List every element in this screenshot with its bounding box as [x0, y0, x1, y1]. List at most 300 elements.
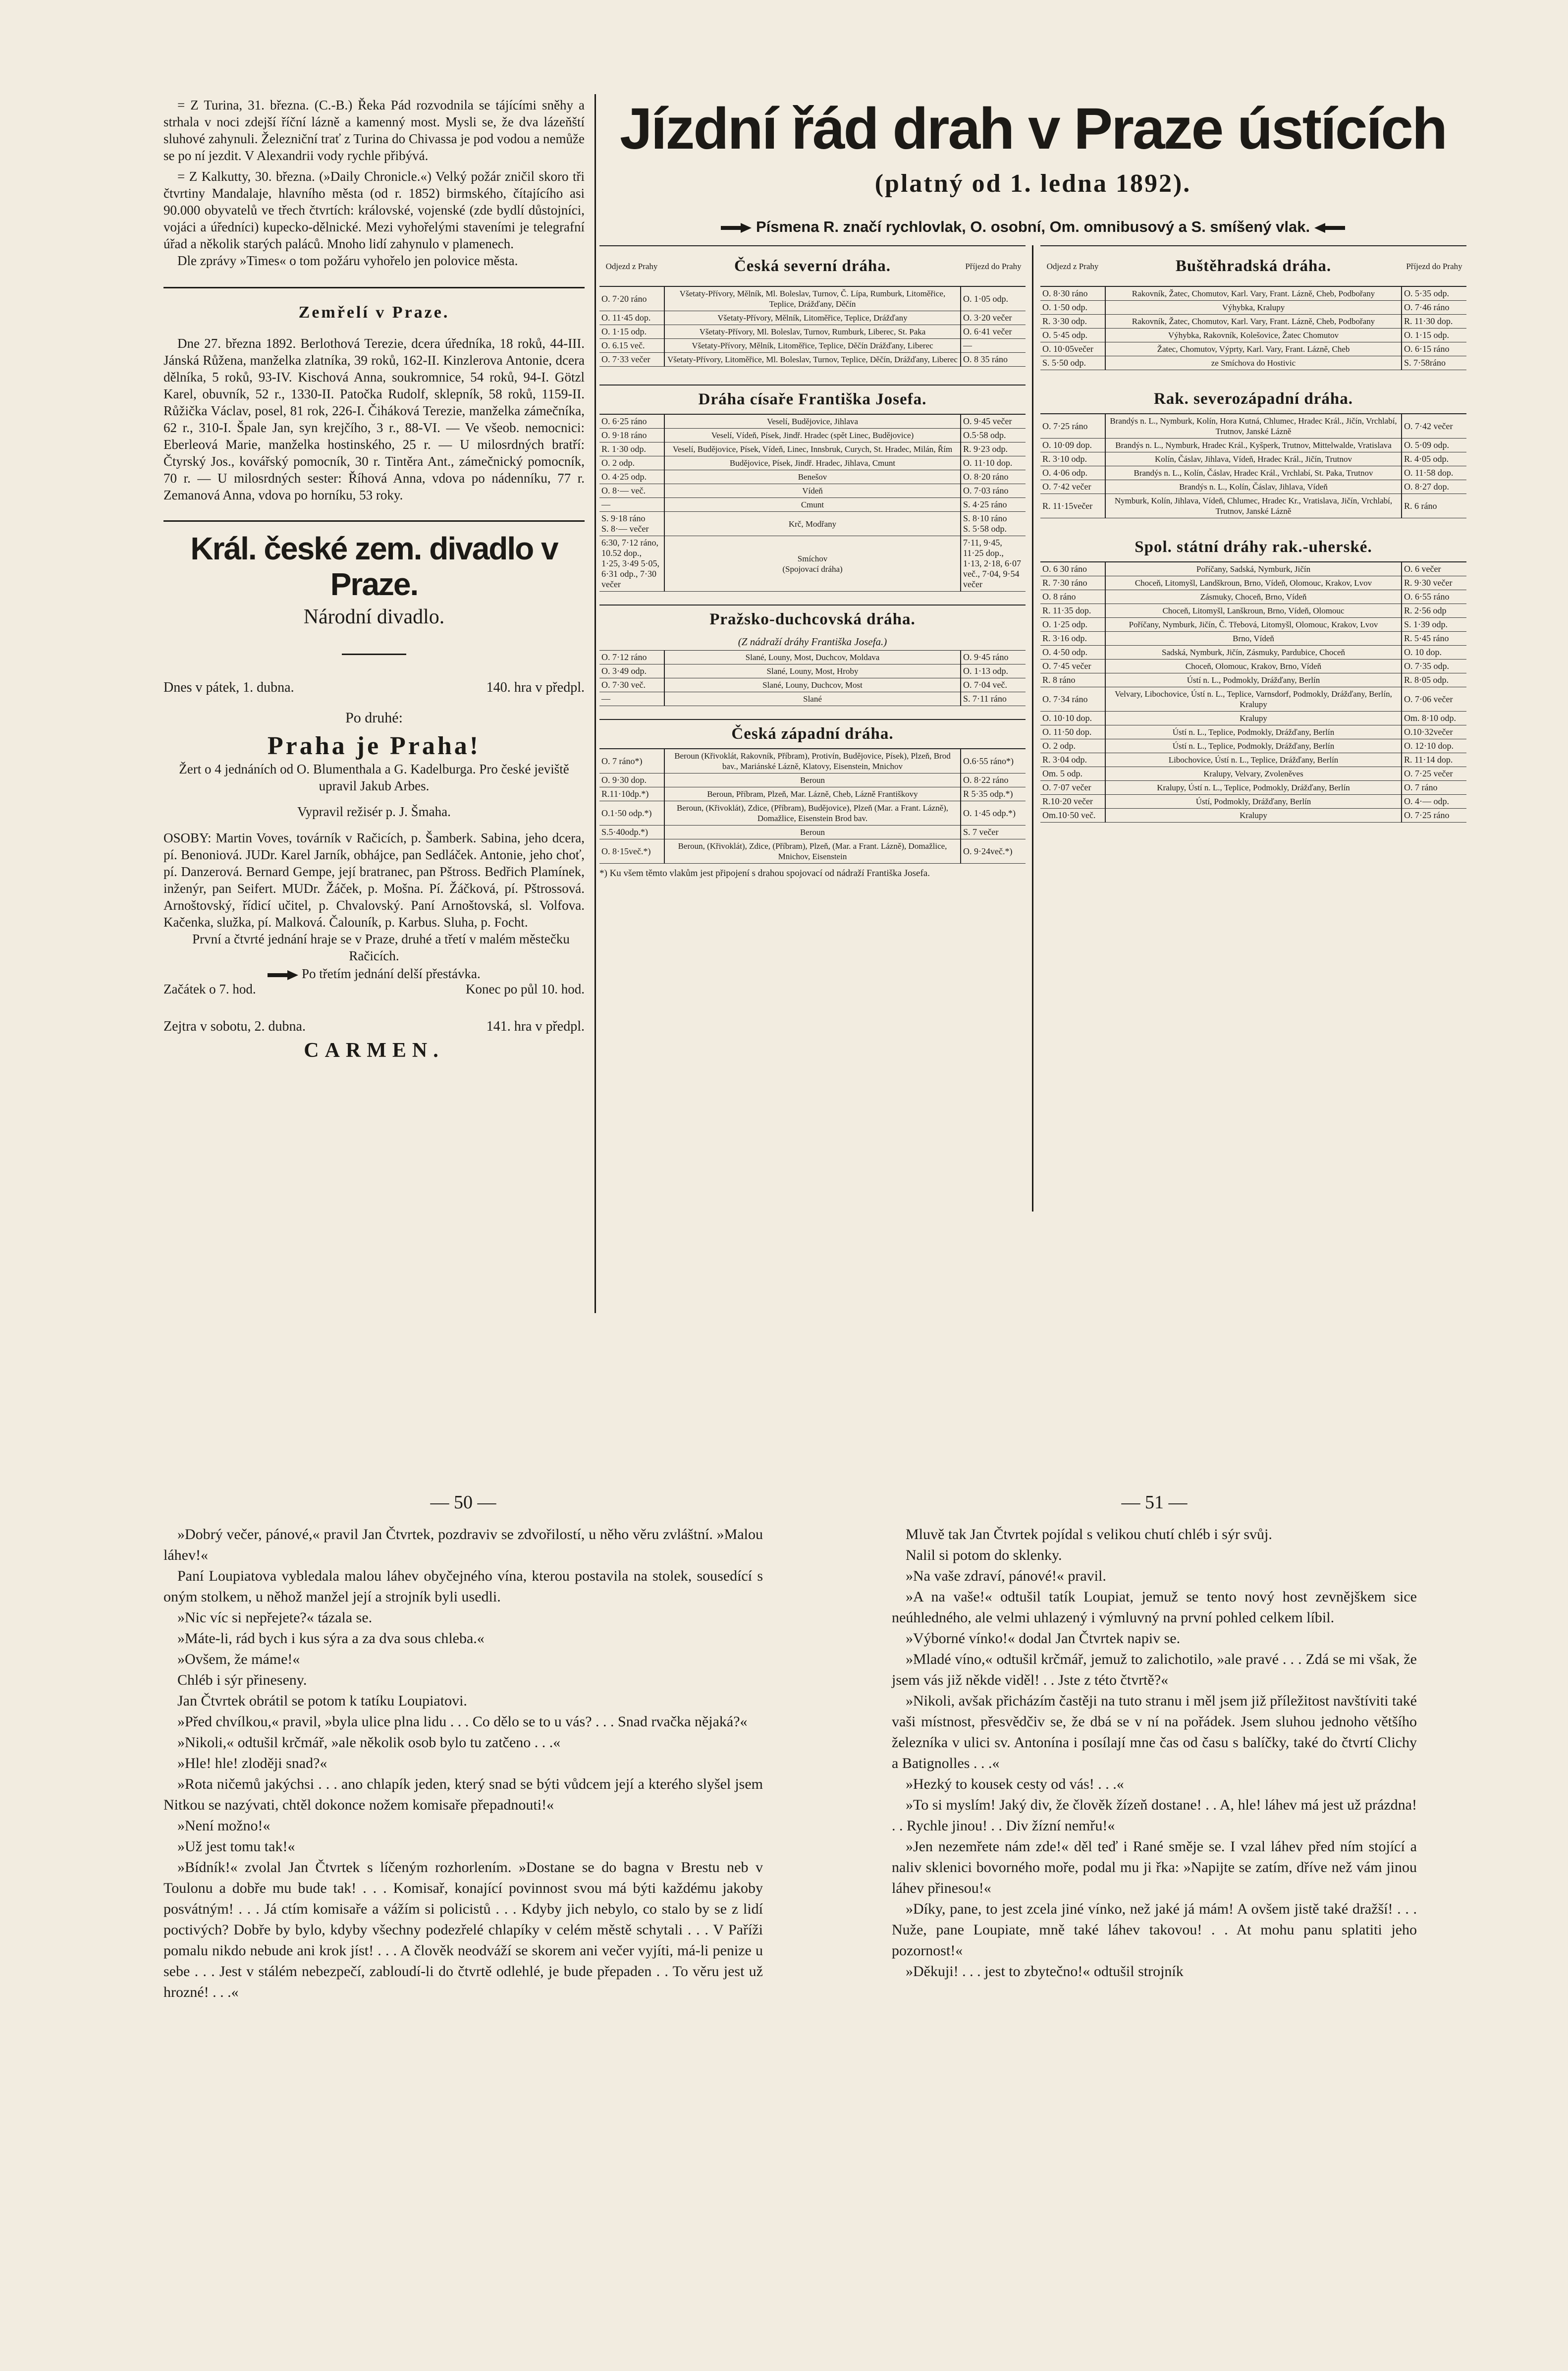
route: Velvary, Libochovice, Ústí n. L., Teplice, Varnsdorf, Podmokly, Drážďany, Berlín, Kralupy	[1105, 687, 1402, 712]
departure-time: Om. 5 odp.	[1040, 767, 1105, 781]
timetable-row	[599, 429, 1026, 442]
departure-time: Om.10·50 več.	[1040, 809, 1105, 823]
table-rsz	[1040, 414, 1466, 518]
timetable-row	[1040, 660, 1466, 673]
route: Ústí n. L., Teplice, Podmokly, Drážďany, Berlín	[1105, 725, 1402, 739]
arrival-time: R. 11·30 dop.	[1402, 315, 1466, 329]
route: Smíchov (Spojovací dráha)	[664, 536, 961, 592]
timetable-row	[599, 456, 1026, 470]
timetable-row	[1040, 795, 1466, 809]
route: Benešov	[664, 470, 961, 484]
story-text	[892, 1524, 1417, 1982]
timetable-subtitle: (platný od 1. ledna 1892).	[874, 169, 1191, 198]
theatre-subtitle: Národní divadlo.	[303, 606, 445, 628]
route: Slané	[664, 692, 961, 706]
departure-time: O. 8·15več.*)	[599, 839, 664, 864]
arrival-time: O. 1·13 odp.	[961, 664, 1026, 678]
story-paragraph: »Hle! hle! zloději snad?«	[177, 1755, 327, 1771]
table-fj	[599, 415, 1026, 592]
timetable-row	[599, 512, 1026, 536]
departure-time: O.1·50 odp.*)	[599, 801, 664, 826]
carmen-title: CARMEN.	[304, 1039, 444, 1062]
route: Výhybka, Rakovník, Kolešovice, Žatec Chomutov	[1105, 329, 1402, 342]
timetable-row	[1040, 329, 1466, 342]
route: Beroun (Křivoklát, Rakovník, Příbram), Protivín, Budějovice, Písek), Plzeň, Brod bav., Mariánské Lázně, Klatovy, Eisenstein, Mnichov	[664, 749, 961, 773]
timetable-row	[599, 826, 1026, 839]
arrival-time: O. 3·20 večer	[961, 311, 1026, 325]
timetable-right	[1040, 245, 1466, 823]
route: Brandýs n. L., Nymburk, Kolín, Hora Kutná, Chlumec, Hradec Král., Jičín, Vrchlabí, Trutnov, Janské Lázně	[1105, 414, 1402, 439]
today-performance-no: 140. hra v předpl.	[486, 680, 585, 695]
timetable-row	[599, 773, 1026, 787]
timetable-row	[599, 692, 1026, 706]
route: Poříčany, Nymburk, Jičín, Č. Třebová, Litomyšl, Olomouc, Krakov, Lvov	[1105, 618, 1402, 632]
arrival-time: R. 11·14 dop.	[1402, 753, 1466, 767]
section-title-rsz: Rak. severozápadní dráha.	[1040, 385, 1466, 414]
section-title-cz: Česká západní dráha.	[599, 719, 1026, 749]
timetable-row	[1040, 480, 1466, 494]
arrival-time: O. 8·20 ráno	[961, 470, 1026, 484]
arrival-time: S. 1·39 odp.	[1402, 618, 1466, 632]
departure-time: O. 1·50 odp.	[1040, 301, 1105, 315]
departure-time: S. 9·18 ráno S. 8·— večer	[599, 512, 664, 536]
departure-time: O. 7·45 večer	[1040, 660, 1105, 673]
arrival-time: O. 8·22 ráno	[961, 773, 1026, 787]
departure-time: O. 7·20 ráno	[599, 287, 664, 311]
start-time: Začátek o 7. hod.	[163, 982, 256, 996]
arrival-time: O. 7·25 ráno	[1402, 809, 1466, 823]
section-header	[1040, 245, 1466, 287]
second-performance: Po druhé:	[345, 710, 403, 726]
departure-time: O. 9·18 ráno	[599, 429, 664, 442]
timetable-row	[599, 536, 1026, 592]
arrival-time: O. 1·45 odp.*)	[961, 801, 1026, 826]
departure-time: R. 3·04 odp.	[1040, 753, 1105, 767]
story-paragraph: »Ovšem, že máme!«	[177, 1651, 300, 1667]
route: Všetaty-Přívory, Ml. Boleslav, Turnov, Rumburk, Liberec, St. Paka	[664, 325, 961, 339]
route: Kralupy, Velvary, Zvoleněves	[1105, 767, 1402, 781]
departure-time: O. 10·05večer	[1040, 342, 1105, 356]
pointing-hand-left-icon	[1314, 223, 1345, 233]
departure-time: O. 4·06 odp.	[1040, 466, 1105, 480]
column-divider	[595, 94, 596, 1313]
timetable-row	[599, 353, 1026, 367]
play-description: Žert o 4 jednáních od O. Blumenthala a G. Kadelburga. Pro české jeviště upravil Jakub Arbes.	[179, 762, 569, 793]
timetable-row	[1040, 712, 1466, 725]
departure-time: O. 3·49 odp.	[599, 664, 664, 678]
route: Beroun, (Křivoklát), Zdice, (Příbram), Plzeň, (Mar. a Frant. Lázně), Domažlice, Mnichov, Eisenstein	[664, 839, 961, 864]
timetable-row	[599, 311, 1026, 325]
table-cz	[599, 749, 1026, 864]
departure-time: —	[599, 498, 664, 512]
table-pd	[599, 651, 1026, 706]
arrival-time: O. 9·45 večer	[961, 415, 1026, 429]
story-paragraph: »Dobrý večer, pánové,« pravil Jan Čtvrtek, pozdraviv se zdvořilostí, u něho věru zvláštní. »Malou láhev!«	[163, 1526, 763, 1563]
arrival-time: O.5·58 odp.	[961, 429, 1026, 442]
route: Slané, Louny, Most, Hroby	[664, 664, 961, 678]
departure-time: —	[599, 692, 664, 706]
departure-time: R. 8 ráno	[1040, 673, 1105, 687]
departure-time: O. 6.15 več.	[599, 339, 664, 353]
departure-time: O. 2 odp.	[599, 456, 664, 470]
timetable-row	[599, 678, 1026, 692]
timetable-row	[599, 339, 1026, 353]
timetable-row	[1040, 604, 1466, 618]
story-paragraph: »Děkuji! . . . jest to zbytečno!« odtušil strojník	[906, 1963, 1184, 1980]
route: Beroun	[664, 773, 961, 787]
divider	[163, 287, 585, 288]
departure-label: Odjezd z Prahy	[605, 261, 658, 271]
route: Krč, Modřany	[664, 512, 961, 536]
route: Ústí, Podmokly, Drážďany, Berlín	[1105, 795, 1402, 809]
divider	[163, 520, 585, 522]
arrival-time: O. 7·04 več.	[961, 678, 1026, 692]
departure-time: O. 2 odp.	[1040, 739, 1105, 753]
arrival-time: O. 7·46 ráno	[1402, 301, 1466, 315]
route: Brno, Vídeň	[1105, 632, 1402, 646]
departure-time: O. 7·12 ráno	[599, 651, 664, 664]
departure-time: R. 7·30 ráno	[1040, 576, 1105, 590]
arrival-time: S. 4·25 ráno	[961, 498, 1026, 512]
route: Ústí n. L., Teplice, Podmokly, Drážďany, Berlín	[1105, 739, 1402, 753]
cast-list: OSOBY: Martin Voves, továrník v Račicích, p. Šamberk. Sabina, jeho dcera, pí. Benoniová. JUDr. Karel Jarník, obhájce, pan Sedláček. Antonie, jeho choť, pí. Danzerová. Bernard Gempe, její bratranec, pan Pštross. Bedřich Plamínek, inženýr, pan Seifert. MUDr. Žáček, p. Mošna. Pí. Žáčková, pí. Pštrossová. Arnoštovský, řídicí učitel, p. Chvalovský. Paní Arnoštovská, sl. Volfova. Kačenka, služka, pí. Malková. Čalouník, p. Karbus. Sluha, p. Focht.	[163, 830, 585, 930]
route: Výhybka, Kralupy	[1105, 301, 1402, 315]
story-paragraph: »Mladé víno,« odtušil krčmář, jemuž to zalichotilo, »ale pravé . . . Zdá se mi však, že jsem vás již někde viděl! . . Jste z této čtvrtě?«	[892, 1651, 1417, 1688]
departure-time: O. 4·25 odp.	[599, 470, 664, 484]
arrival-time: S. 7·11 ráno	[961, 692, 1026, 706]
story-paragraph: »Rota ničemů jakýchsi . . . ano chlapík jeden, který snad se býti vůdcem její a kterého slyšel jsem Nitkou se nazývati, chtěl dokonce nožem komisaře přepadnouti!«	[163, 1776, 763, 1813]
route: ze Smíchova do Hostivic	[1105, 356, 1402, 370]
departure-time: O. 7·25 ráno	[1040, 414, 1105, 439]
timetable-row	[1040, 287, 1466, 301]
arrival-time: O. 11·10 dop.	[961, 456, 1026, 470]
director: Vypravil režisér p. J. Šmaha.	[297, 804, 451, 819]
legend-text: Písmena R. značí rychlovlak, O. osobní, Om. omnibusový a S. smíšený vlak.	[756, 218, 1310, 235]
news-calcutta: = Z Kalkutty, 30. března. (»Daily Chronicle.«) Velký požár zničil skoro tři čtvrtiny Mandalaje, hlavního města (od r. 1852) birmského, čítajícího asi 90.000 obyvatelů ve třech čtvrtích: královské, vojenské (zde bydlí důstojníci, vojáci a úředníci) kupecko-dělnické. Mezi vyhořelými staveními je telegrafní úřad a několik starých paláců. Mnoho lidí zahynulo v plamenech.	[163, 169, 585, 251]
timetable	[599, 96, 1466, 879]
table-stat	[1040, 562, 1466, 823]
timetable-row	[1040, 739, 1466, 753]
timetable-row	[1040, 301, 1466, 315]
tomorrow-line	[163, 1019, 585, 1035]
departure-time: O. 7·34 ráno	[1040, 687, 1105, 712]
route: Ústí n. L., Podmokly, Drážďany, Berlín	[1105, 673, 1402, 687]
departure-time: S. 5·50 odp.	[1040, 356, 1105, 370]
deaths-text: Dne 27. března 1892. Berlothová Terezie, dcera úředníka, 18 roků, 44-III. Jánská Růžena, manželka zlatníka, 39 roků, 162-II. Kinzlerova Antonie, dcera dělníka, 5 roků, 93-IV. Kischová Anna, soukromnice, 54 roků, 94-I. Götzl Karel, obuvník, 52 r., 1330-II. Patočka Rudolf, sklepník, 58 roků, 1159-II. Růžička Václav, posel, 81 rok, 226-I. Čiháková Terezie, manželka zámečníka, 62 r., 310-I. Špale Jan, syn krejčího, 3 r., 88-VI. — Ve všeob. nemocnici: Eberleová Marie, manželka hostinského, 25 r. — U milosrdných bratří: Čtyrský Jos., kovářský pomocník, 30 r. Tintěra Ant., zámečnický pomocník, 70 r. — U milosrdných sester: Říhová Anna, vdova po nádenníku, 77 r. Zemanová Anna, vdova po horníku, 53 roky.	[163, 336, 585, 502]
departure-time: O. 7·42 večer	[1040, 480, 1105, 494]
pointing-hand-icon	[268, 970, 298, 980]
timetable-row	[1040, 781, 1466, 795]
section-title-pd: Pražsko-duchcovská dráha.	[599, 605, 1026, 634]
route: Budějovice, Písek, Jindř. Hradec, Jihlava, Cmunt	[664, 456, 961, 470]
timetable-left	[599, 245, 1026, 879]
route: Zásmuky, Choceň, Brno, Vídeň	[1105, 590, 1402, 604]
route: Beroun, (Křivoklát), Zdice, (Příbram), Budějovice), Plzeň (Mar. a Frant. Lázně), Domažlice, Eisenstein Brod bav.	[664, 801, 961, 826]
intermission-note	[163, 966, 585, 982]
timetable-row	[1040, 414, 1466, 439]
legend	[599, 218, 1466, 236]
end-time: Konec po půl 10. hod.	[466, 982, 585, 996]
arrival-time: R. 6 ráno	[1402, 494, 1466, 518]
story-paragraph: »Není možno!«	[177, 1818, 270, 1834]
arrival-time: O. 7·35 odp.	[1402, 660, 1466, 673]
time-line	[163, 982, 585, 997]
departure-label: Odjezd z Prahy	[1046, 261, 1099, 271]
story-paragraph: »Díky, pane, to jest zcela jiné vínko, než jaké já mám! A ovšem jistě také dražší! . . . Nuže, pane Loupiate, mně také láhev takovou! . . At mohu panu splatiti jeho pozornost!«	[892, 1901, 1417, 1959]
departure-time: O. 11·45 dop.	[599, 311, 664, 325]
departure-time: O. 7 ráno*)	[599, 749, 664, 773]
timetable-row	[1040, 439, 1466, 452]
route: Kolín, Čáslav, Jihlava, Vídeň, Hradec Král., Jičín, Trutnov	[1105, 452, 1402, 466]
timetable-row	[1040, 315, 1466, 329]
page-51	[892, 1491, 1417, 1982]
intermission-text: Po třetím jednání delší přestávka.	[302, 966, 481, 981]
arrival-time: R. 2·56 odp	[1402, 604, 1466, 618]
departure-time: R. 1·30 odp.	[599, 442, 664, 456]
timetable-row	[599, 664, 1026, 678]
route: Všetaty-Přívory, Mělník, Ml. Boleslav, Turnov, Č. Lípa, Rumburk, Litoměřice, Teplice, Drážďany, Děčín	[664, 287, 961, 311]
arrival-time: O. 7·06 večer	[1402, 687, 1466, 712]
arrival-time: Om. 8·10 odp.	[1402, 712, 1466, 725]
departure-time: R. 3·10 odp.	[1040, 452, 1105, 466]
story-paragraph: »Už jest tomu tak!«	[177, 1838, 295, 1855]
timetable-row	[1040, 618, 1466, 632]
route: Rakovník, Žatec, Chomutov, Karl. Vary, Frant. Lázně, Cheb, Podbořany	[1105, 287, 1402, 301]
arrival-time: O.10·32večer	[1402, 725, 1466, 739]
story-text	[163, 1524, 763, 2003]
timetable-row	[1040, 687, 1466, 712]
departure-time: O. 8·— več.	[599, 484, 664, 498]
today-date: Dnes v pátek, 1. dubna.	[163, 680, 294, 695]
departure-time: O. 7·07 večer	[1040, 781, 1105, 795]
arrival-time: S. 7·58ráno	[1402, 356, 1466, 370]
timetable-row	[1040, 576, 1466, 590]
departure-time: O. 5·45 odp.	[1040, 329, 1105, 342]
timetable-row	[1040, 632, 1466, 646]
section-title-ceska-severni: Česká severní dráha.	[734, 257, 891, 275]
section-title-stat: Spol. státní dráhy rak.-uherské.	[1040, 533, 1466, 562]
story-paragraph: »Jen nezemřete nám zde!« děl teď i Rané směje se. I vzal láhev před ním stojící a naliv sklenici bovorného moře, podal mu ji řka: »Napijte se zatím, dříve než vám jinou láhev přinesou!«	[892, 1838, 1417, 1896]
story-paragraph: Chléb i sýr přineseny.	[177, 1672, 307, 1688]
left-column	[163, 97, 585, 1062]
story-paragraph: »Na vaše zdraví, pánové!« pravil.	[906, 1568, 1106, 1584]
timetable-row	[1040, 767, 1466, 781]
departure-time: O. 1·15 odp.	[599, 325, 664, 339]
timetable-row	[1040, 562, 1466, 576]
route: Vídeň	[664, 484, 961, 498]
story-paragraph: Mluvě tak Jan Čtvrtek pojídal s velikou chutí chléb i sýr svůj.	[906, 1526, 1272, 1543]
cast-note: První a čtvrté jednání hraje se v Praze, druhé a třetí v malém městečku Račicích.	[192, 932, 570, 963]
timetable-row	[599, 651, 1026, 664]
route: Choceň, Olomouc, Krakov, Brno, Vídeň	[1105, 660, 1402, 673]
story-paragraph: Nalil si potom do sklenky.	[906, 1547, 1062, 1563]
departure-time: O. 8 ráno	[1040, 590, 1105, 604]
route: Všetaty-Přívory, Mělník, Litoměřice, Teplice, Drážďany	[664, 311, 961, 325]
timetable-row	[599, 787, 1026, 801]
timetable-row	[1040, 590, 1466, 604]
timetable-row	[599, 749, 1026, 773]
route: Nymburk, Kolín, Jihlava, Vídeň, Chlumec, Hradec Kr., Vratislava, Jičín, Vrchlabí, Trutnov, Janské Lázně	[1105, 494, 1402, 518]
pointing-hand-icon	[721, 223, 752, 233]
arrival-time: R. 9·23 odp.	[961, 442, 1026, 456]
departure-time: R. 11·15večer	[1040, 494, 1105, 518]
arrival-time: R. 5·45 ráno	[1402, 632, 1466, 646]
short-divider	[342, 654, 406, 655]
route: Brandýs n. L., Kolín, Čáslav, Jihlava, Vídeň	[1105, 480, 1402, 494]
route: Beroun	[664, 826, 961, 839]
arrival-time: O. 9·45 ráno	[961, 651, 1026, 664]
arrival-time: O. 4·— odp.	[1402, 795, 1466, 809]
route: Choceň, Litomyšl, Lanškroun, Brno, Vídeň, Olomouc	[1105, 604, 1402, 618]
route: Beroun, Příbram, Plzeň, Mar. Lázně, Cheb, Lázně Františkovy	[664, 787, 961, 801]
arrival-time: O. 5·09 odp.	[1402, 439, 1466, 452]
arrival-time: 7·11, 9·45, 11·25 dop., 1·13, 2·18, 6·07 več., 7·04, 9·54 večer	[961, 536, 1026, 592]
departure-time: O. 11·50 dop.	[1040, 725, 1105, 739]
route: Slané, Louny, Most, Duchcov, Moldava	[664, 651, 961, 664]
page-50	[163, 1491, 763, 2003]
route: Sadská, Nymburk, Jičín, Zásmuky, Pardubice, Choceň	[1105, 646, 1402, 660]
timetable-divider	[1032, 245, 1033, 1212]
arrival-time: O. 6·15 ráno	[1402, 342, 1466, 356]
timetable-row	[1040, 452, 1466, 466]
page-number: — 50 —	[430, 1492, 496, 1513]
story-paragraph: »Bídník!« zvolal Jan Čtvrtek s líčeným rozhorlením. »Dostane se do bagna v Brestu neb v Toulonu a dobře mu bude tak! . . . Komisař, konající povinnost svou má býti každému jakoby posvátným! . . . Já ctím komisaře a vážím si policistů . . . Kdyby jich nebylo, co stalo by se z lidí poctivých? Dobře by bylo, kdyby všechny podezřelé chlapíky v celém městě schytali . . . V Paříži pomalu nikdo nebude ani krok jíst! . . . A člověk neodváží se skorem ani večer vyjíti, má-li penize u sebe . . . Jest v stálém nebezpečí, zabloudí-li do čtvrtě odlehlé, je bude přepaden . . To věru jest už hrozné! . . .«	[163, 1859, 763, 2000]
arrival-time: O. 7·42 večer	[1402, 414, 1466, 439]
timetable-row	[599, 470, 1026, 484]
timetable-row	[1040, 753, 1466, 767]
timetable-row	[599, 442, 1026, 456]
arrival-time: O. 10 dop.	[1402, 646, 1466, 660]
departure-time: O. 1·25 odp.	[1040, 618, 1105, 632]
departure-time: R. 11·35 dop.	[1040, 604, 1105, 618]
arrival-time: O. 5·35 odp.	[1402, 287, 1466, 301]
page-number: — 51 —	[1121, 1492, 1188, 1513]
tomorrow-performance-no: 141. hra v předpl.	[486, 1019, 585, 1034]
section-header	[599, 245, 1026, 287]
table-ceska-severni	[599, 287, 1026, 367]
timetable-row	[1040, 466, 1466, 480]
arrival-label: Příjezd do Prahy	[965, 261, 1022, 271]
timetable-row	[599, 801, 1026, 826]
timetable-title: Jízdní řád drah v Praze ústících	[619, 96, 1446, 162]
footnote: *) Ku všem těmto vlakům jest připojení s drahou spojovací od nádraží Františka Josefa.	[599, 868, 930, 879]
route: Choceň, Litomyšl, Landškroun, Brno, Vídeň, Olomouc, Krakov, Lvov	[1105, 576, 1402, 590]
departure-time: O. 6 30 ráno	[1040, 562, 1105, 576]
route: Brandýs n. L., Kolín, Čáslav, Hradec Král., Vrchlabí, St. Paka, Trutnov	[1105, 466, 1402, 480]
story-paragraph: »Hezký to kousek cesty od vás! . . .«	[906, 1776, 1124, 1792]
arrival-time: O. 1·05 odp.	[961, 287, 1026, 311]
departure-time: O. 9·30 dop.	[599, 773, 664, 787]
story-paragraph: Paní Loupiatova vybledala malou láhev obyčejného vína, kterou postavila na stolek, sousedící s oným stolkem, u něhož manžel její a strojník byli usedli.	[163, 1568, 763, 1605]
arrival-time: O. 12·10 dop.	[1402, 739, 1466, 753]
route: Brandýs n. L., Nymburk, Hradec Král., Kyšperk, Trutnov, Mittelwalde, Vratislava	[1105, 439, 1402, 452]
departure-time: R.10·20 večer	[1040, 795, 1105, 809]
theatre-title: Král. české zem. divadlo v Praze.	[190, 531, 558, 602]
arrival-label: Příjezd do Prahy	[1406, 261, 1462, 271]
route: Cmunt	[664, 498, 961, 512]
timetable-row	[1040, 809, 1466, 823]
timetable-row	[599, 287, 1026, 311]
timetable-row	[1040, 494, 1466, 518]
arrival-time: O.6·55 ráno*)	[961, 749, 1026, 773]
news-turin: = Z Turina, 31. března. (C.-B.) Řeka Pád rozvodnila se tájícími sněhy a strhala v noci zdejší říční lázně a kamenný most. Mysli se, že dva lázeňští sluhové zahynuli. Železniční trať z Turina do Chivassa je pod vodou a nemůže se po ní jezdit. V Alexandrii vody rychle přibývá.	[163, 98, 585, 163]
section-note-pd: (Z nádraží dráhy Františka Josefa.)	[599, 634, 1026, 651]
route: Veselí, Budějovice, Jihlava	[664, 415, 961, 429]
story-paragraph: Jan Čtvrtek obrátil se potom k tatíku Loupiatovi.	[177, 1693, 467, 1709]
today-line	[163, 680, 585, 696]
route: Libochovice, Ústí n. L., Teplice, Drážďany, Berlín	[1105, 753, 1402, 767]
timetable-row	[599, 498, 1026, 512]
story-paragraph: »Nikoli, avšak přicházím častěji na tuto stranu i měl jsem již příležitost navštíviti také vaši místnost, přesvědčiv se, že dbá se v ní na pořádek. Jsem sluhou jednoho většího železníka v ulici sv. Antonína i posílají mne čas od času s balíčky, také do čtvrtí Clichy a Batignolles . . .«	[892, 1693, 1417, 1771]
section-title-bus: Buštěhradská dráha.	[1175, 257, 1332, 275]
tomorrow-date: Zejtra v sobotu, 2. dubna.	[163, 1019, 306, 1034]
route: Kralupy	[1105, 712, 1402, 725]
timetable-row	[599, 415, 1026, 429]
route: Veselí, Budějovice, Písek, Vídeň, Linec, Innsbruk, Curych, St. Hradec, Milán, Řím	[664, 442, 961, 456]
departure-time: O. 10·10 dop.	[1040, 712, 1105, 725]
deaths-heading: Zemřelí v Praze.	[298, 303, 450, 322]
departure-time: O. 6·25 ráno	[599, 415, 664, 429]
route: Žatec, Chomutov, Výprty, Karl. Vary, Frant. Lázně, Cheb	[1105, 342, 1402, 356]
arrival-time: S. 8·10 ráno S. 5·58 odp.	[961, 512, 1026, 536]
arrival-time: O. 7·25 večer	[1402, 767, 1466, 781]
timetable-row	[599, 484, 1026, 498]
arrival-time: O. 7·03 ráno	[961, 484, 1026, 498]
timetable-row	[1040, 356, 1466, 370]
timetable-row	[599, 839, 1026, 864]
timetable-row	[1040, 725, 1466, 739]
arrival-time: O. 6 večer	[1402, 562, 1466, 576]
departure-time: O. 10·09 dop.	[1040, 439, 1105, 452]
departure-time: 6:30, 7·12 ráno, 10.52 dop., 1·25, 3·49 5·05, 6·31 odp., 7·30 večer	[599, 536, 664, 592]
route: Poříčany, Sadská, Nymburk, Jičín	[1105, 562, 1402, 576]
arrival-time: R 5·35 odp.*)	[961, 787, 1026, 801]
departure-time: O. 7·30 več.	[599, 678, 664, 692]
arrival-time: R. 4·05 odp.	[1402, 452, 1466, 466]
story-paragraph: »Před chvílkou,« pravil, »byla ulice plna lidu . . . Co dělo se to u vás? . . . Snad rvačka nějaká?«	[177, 1713, 748, 1730]
story-paragraph: »To si myslím! Jaký div, že člověk žízeň dostane! . . A, hle! láhev má jest už prázdna! . . Rychle jinou! . . Div žízní nemřu!«	[892, 1797, 1417, 1834]
departure-time: S.5·40odp.*)	[599, 826, 664, 839]
route: Všetaty-Přívory, Mělník, Litoměřice, Teplice, Děčín Drážďany, Liberec	[664, 339, 961, 353]
arrival-time: O. 11·58 dop.	[1402, 466, 1466, 480]
arrival-time: O. 8 35 ráno	[961, 353, 1026, 367]
story-paragraph: »A na vaše!« odtušil tatík Loupiat, jemuž se tento nový host zevnějškem sice neúhledného, ale velmi uhlazený i výmluvný na první pohled celkem líbil.	[892, 1589, 1417, 1626]
arrival-time: O. 7 ráno	[1402, 781, 1466, 795]
section-title-fj: Dráha císaře Františka Josefa.	[599, 385, 1026, 415]
arrival-time: O. 6·55 ráno	[1402, 590, 1466, 604]
arrival-time: S. 7 večer	[961, 826, 1026, 839]
story-paragraph: »Máte-li, rád bych i kus sýra a za dva sous chleba.«	[177, 1630, 485, 1647]
departure-time: O. 7·33 večer	[599, 353, 664, 367]
arrival-time: R. 9·30 večer	[1402, 576, 1466, 590]
route: Veselí, Vídeň, Písek, Jindř. Hradec (spět Linec, Budějovice)	[664, 429, 961, 442]
table-bus	[1040, 287, 1466, 370]
departure-time: R.11·10dp.*)	[599, 787, 664, 801]
route: Všetaty-Přívory, Litoměřice, Ml. Boleslav, Turnov, Teplice, Děčín, Drážďany, Liberec	[664, 353, 961, 367]
news-times: Dle zprávy »Times« o tom požáru vyhořelo jen polovice města.	[177, 253, 518, 268]
route: Kralupy, Ústí n. L., Teplice, Podmokly, Drážďany, Berlín	[1105, 781, 1402, 795]
route: Kralupy	[1105, 809, 1402, 823]
play-title: Praha je Praha!	[267, 732, 481, 760]
route: Rakovník, Žatec, Chomutov, Karl. Vary, Frant. Lázně, Cheb, Podbořany	[1105, 315, 1402, 329]
story-paragraph: »Výborné vínko!« dodal Jan Čtvrtek napiv se.	[906, 1630, 1181, 1647]
story-paragraph: »Nic víc si nepřejete?« tázala se.	[177, 1609, 373, 1626]
arrival-time: —	[961, 339, 1026, 353]
timetable-row	[1040, 673, 1466, 687]
arrival-time: O. 6·41 večer	[961, 325, 1026, 339]
departure-time: O. 4·50 odp.	[1040, 646, 1105, 660]
timetable-row	[1040, 342, 1466, 356]
